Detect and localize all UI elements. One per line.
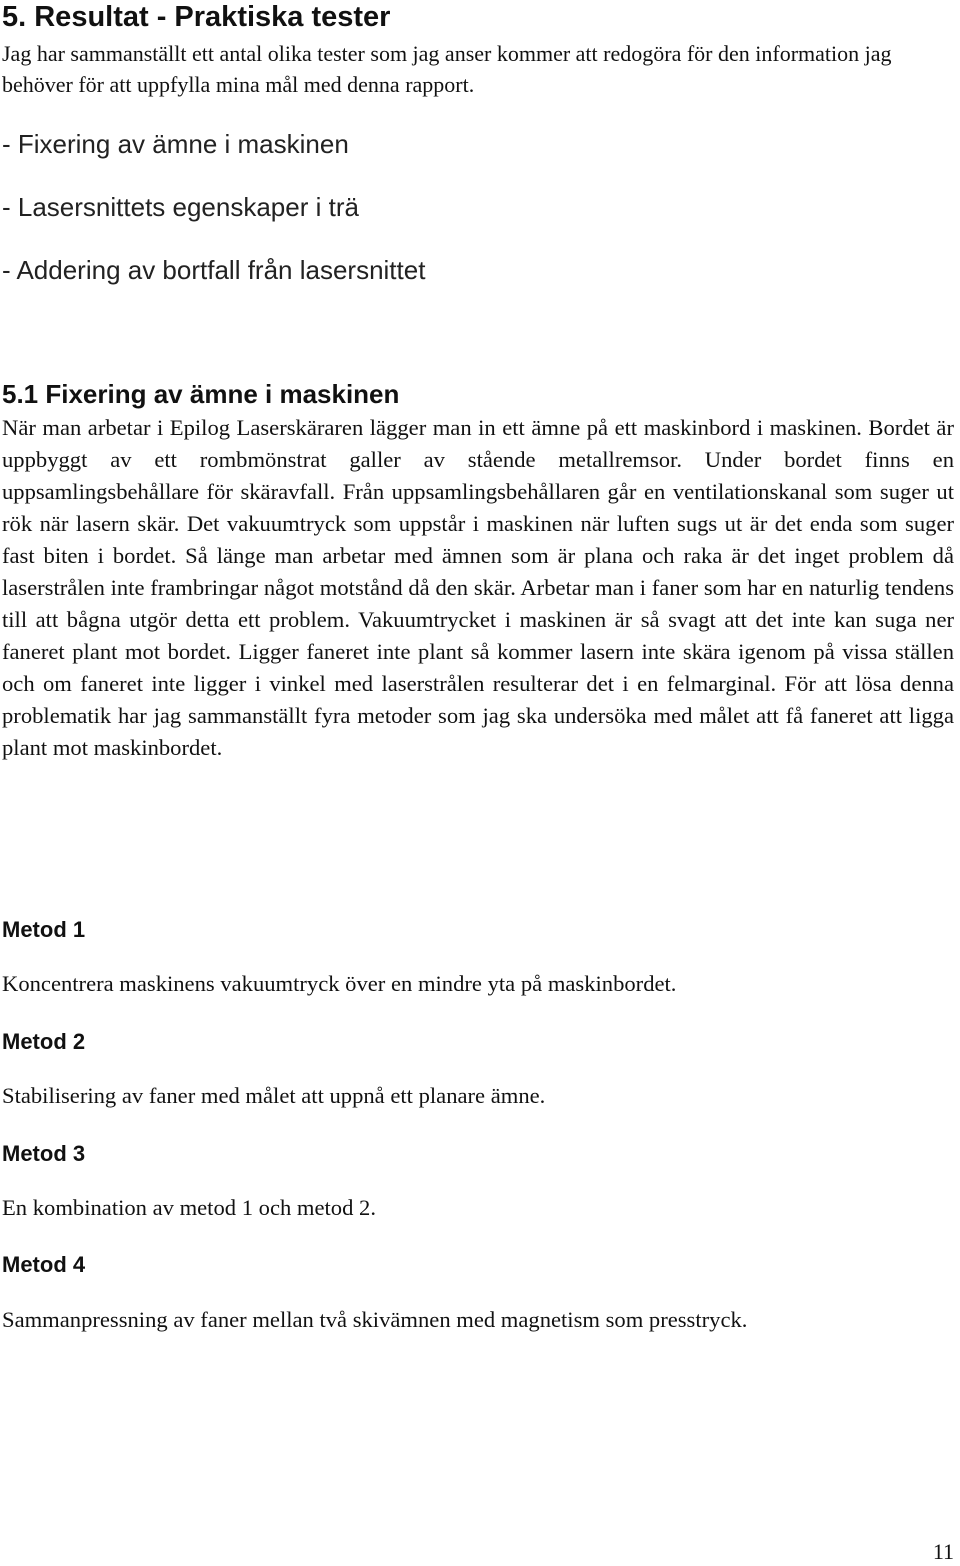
method-description: Sammanpressning av faner mellan två skivämnen med magnetism som presstryck. (2, 1307, 748, 1332)
method-description: Stabilisering av faner med målet att uppnå ett planare ämne. (2, 1083, 546, 1108)
body-paragraph: När man arbetar i Epilog Laserskäraren lägger man in ett ämne på ett maskinbord i maskinen. Bordet är uppbyggt av ett rombmönstrat galler av stående metallremsor. Under bordet finns en uppsamlingsbehållare för skäravfall. Från uppsamlingsbehållaren går en ventilationskanal som suger ut rök när lasern skär. Det vakuumtryck som uppstår i maskinen när luften sugs ut är det enda som suger fast biten i bordet. Så länge man arbetar med ämnen som är plana och raka är det inget problem då laserstrålen inte frambringar något motstånd då den skär. Arbetar man i faner som har en naturlig tendens till att bågna utgör detta ett problem. Vakuumtrycket i maskinen är så svagt att det inte kan suga ner faneret plant mot bordet. Ligger faneret inte plant så kommer lasern inte skära igenom på vissa ställen och om faneret inte ligger i vinkel med laserstrålen resulterar det i en felmarginal. För att lösa denna problematik har jag sammanställt fyra metoder som jag ska undersöka med målet att få faneret att ligga plant mot maskinbordet. (2, 415, 954, 760)
subsection-title: 5.1 Fixering av ämne i maskinen (2, 379, 400, 409)
intro-paragraph: Jag har sammanställt ett antal olika tester som jag anser kommer att redogöra för den information jag behöver för att uppfylla mina mål med denna rapport. (2, 41, 892, 97)
method-heading: Metod 1 (2, 917, 86, 942)
list-item: - Addering av bortfall från lasersnittet (2, 255, 426, 285)
list-item: - Lasersnittets egenskaper i trä (2, 192, 359, 222)
method-description: En kombination av metod 1 och metod 2. (2, 1195, 376, 1220)
method-heading: Metod 2 (2, 1029, 86, 1054)
page-number: 11 (932, 1539, 954, 1564)
method-heading: Metod 4 (2, 1252, 86, 1277)
method-heading: Metod 3 (2, 1141, 86, 1166)
section-title: 5. Resultat - Praktiska tester (2, 1, 391, 33)
method-description: Koncentrera maskinens vakuumtryck över en mindre yta på maskinbordet. (2, 971, 677, 996)
list-item: - Fixering av ämne i maskinen (2, 129, 349, 159)
